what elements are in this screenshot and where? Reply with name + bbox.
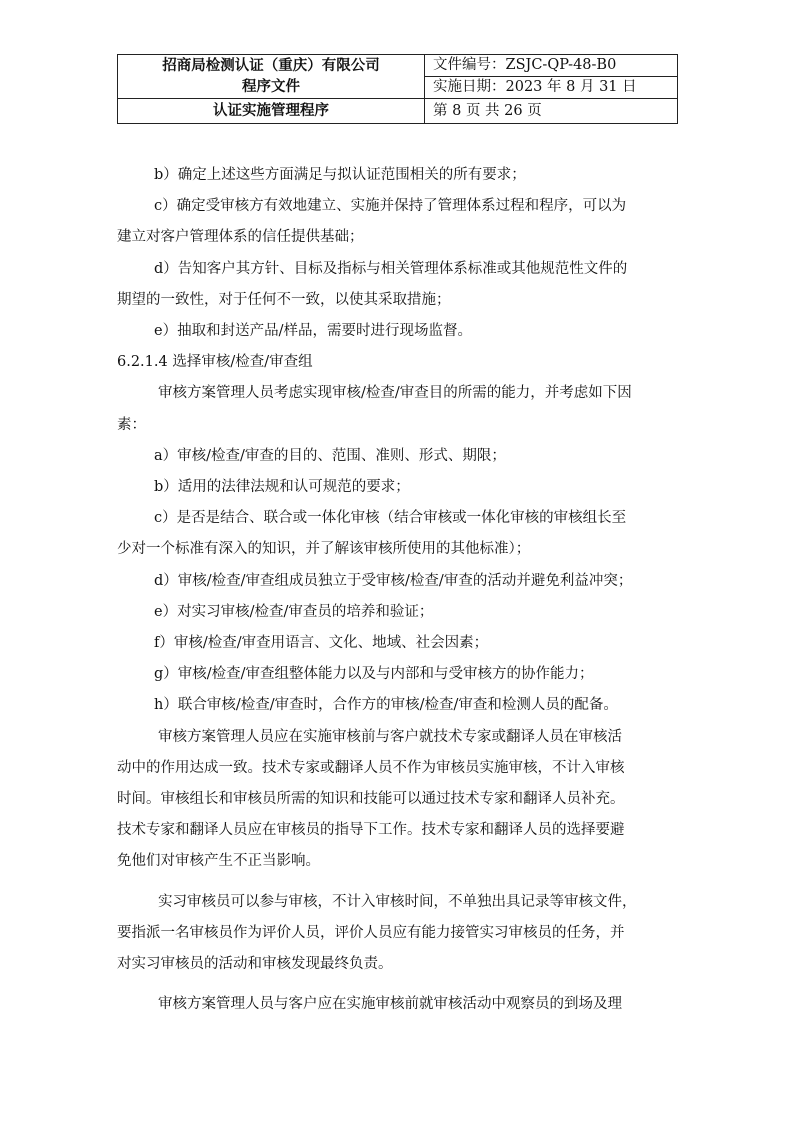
list-item-b: b）确定上述这些方面满足与拟认证范围相关的所有要求； [154, 167, 526, 183]
list-item-c-line2: 建立对客户管理体系的信任提供基础； [117, 229, 364, 246]
company-cell [118, 55, 425, 99]
paragraph-line: 实习审核员可以参与审核，不计入审核时间，不单独出具记录等审核文件， [158, 893, 637, 910]
paragraph-line: 要指派一名审核员作为评价人员，评价人员应有能力接管实习审核员的任务，并 [117, 924, 625, 941]
list-item-d-line1: d）告知客户其方针、目标及指标与相关管理体系标准或其他规范性文件的 [154, 260, 628, 277]
company-name: 招商局检测认证（重庆）有限公司 [162, 57, 380, 74]
document-body [117, 160, 682, 1020]
list-item-d-line2: 期望的一致性，对于任何不一致，以使其采取措施； [117, 291, 451, 308]
factor-item-c-line2: 少对一个标准有深入的知识，并了解该审核所使用的其他标准）； [117, 541, 531, 558]
document-type: 程序文件 [242, 78, 300, 95]
factor-item-e: e）对实习审核/检查/审查员的培养和验证； [154, 603, 434, 620]
section-heading: 6.2.1.4 选择审核/检查/审查组 [117, 354, 313, 371]
factor-item-c-line1: c）是否是结合、联合或一体化审核（结合审核或一体化审核的审核组长至 [154, 510, 627, 527]
paragraph-line: 审核方案管理人员应在实施审核前与客户就技术专家或翻译人员在审核活 [158, 728, 622, 745]
paragraph-line: 素： [117, 416, 146, 433]
factor-item-a: a）审核/检查/审查的目的、范围、准则、形式、期限； [154, 447, 506, 464]
factor-item-b: b）适用的法律法规和认可规范的要求； [154, 479, 410, 496]
list-item-e: e）抽取和封送产品/样品，需要时进行现场监督。 [154, 323, 472, 340]
list-item-c-line1: c）确定受审核方有效地建立、实施并保持了管理体系过程和程序，可以为 [154, 198, 627, 215]
factor-item-h: h）联合审核/检查/审查时，合作方的审核/检查/审查和检测人员的配备。 [154, 697, 618, 714]
paragraph-line: 免他们对审核产生不正当影响。 [117, 853, 320, 870]
document-header-table [117, 54, 678, 124]
paragraph-line: 对实习审核员的活动和审核发现最终负责。 [117, 956, 393, 973]
file-number: 文件编号：ZSJC-QP-48-B0 [425, 55, 678, 77]
factor-item-f: f）审核/检查/审查用语言、文化、地域、社会因素； [154, 635, 489, 652]
factor-item-g: g）审核/检查/审查组整体能力以及与内部和与受审核方的协作能力； [154, 666, 594, 683]
page-info: 第 8 页 共 26 页 [425, 99, 678, 124]
paragraph-line: 审核方案管理人员与客户应在实施审核前就审核活动中观察员的到场及理 [158, 996, 622, 1013]
factor-item-d: d）审核/检查/审查组成员独立于受审核/检查/审查的活动并避免利益冲突； [154, 572, 633, 589]
paragraph-line: 时间。审核组长和审核员所需的知识和技能可以通过技术专家和翻译人员补充。 [117, 791, 625, 808]
paragraph-line: 动中的作用达成一致。技术专家或翻译人员不作为审核员实施审核，不计入审核 [117, 759, 625, 776]
paragraph-line: 审核方案管理人员考虑实现审核/检查/审查目的所需的能力，并考虑如下因 [158, 385, 632, 402]
document-title: 认证实施管理程序 [118, 99, 425, 124]
paragraph-line: 技术专家和翻译人员应在审核员的指导下工作。技术专家和翻译人员的选择要避 [117, 822, 625, 839]
effective-date: 实施日期：2023 年 8 月 31 日 [425, 77, 678, 99]
